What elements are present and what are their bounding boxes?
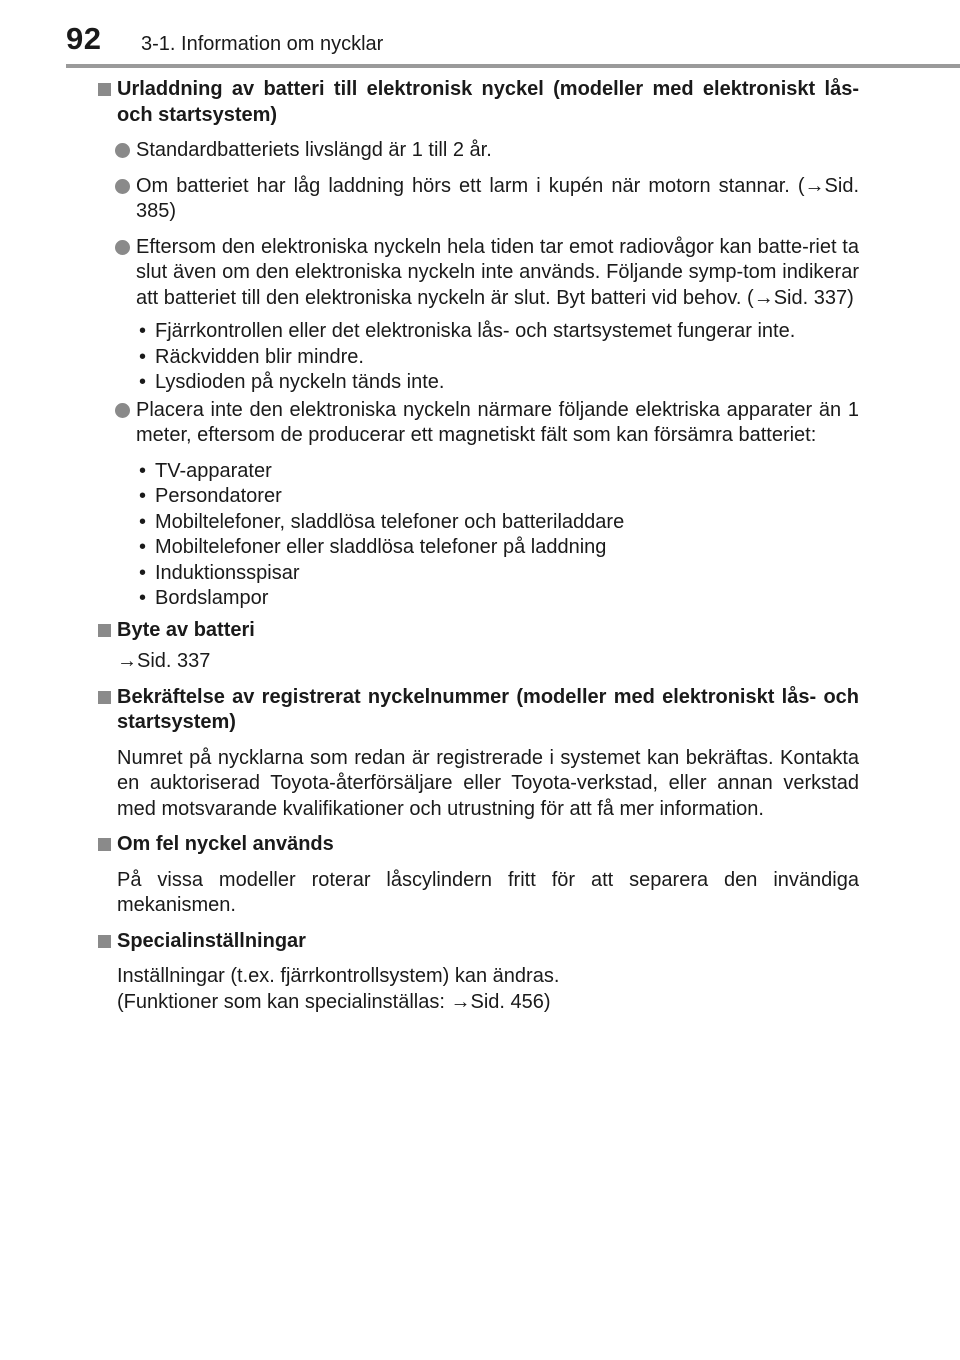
circle-bullet-item — [96, 235, 859, 312]
paragraph-text: Numret på nycklarna som redan är registrerade i systemet kan bekräftas. Kontakta en auktoriserad Toyota-återförsäljare eller Toyota-verkstad, eller annan verkstad med motsvarande kvalifikationer och utrustning för att få mer information. — [117, 746, 859, 820]
bullet-glyph: • — [139, 510, 147, 533]
circle-bullet-icon — [115, 240, 130, 255]
list-item-text: Fjärrkontrollen eller det elektroniska lås- och startsystemet fungerar inte. — [155, 320, 796, 342]
paragraph — [96, 964, 859, 1015]
circle-bullet-item — [96, 174, 859, 225]
bullet-text: Placera inte den elektroniska nyckeln närmare följande elektriska apparater än 1 meter, eftersom de producerar ett magnetiskt fält som kan försämra batteriet: — [136, 398, 859, 446]
bullet-glyph: • — [139, 345, 147, 368]
section-heading-wrong-key — [96, 832, 859, 858]
paragraph-line: (Funktioner som kan specialinställas: →Sid. 456) — [117, 990, 551, 1013]
list-item — [136, 586, 859, 612]
list-item-text: Mobiltelefoner, sladdlösa telefoner och batteriladdare — [155, 510, 625, 533]
list-item-text: Induktionsspisar — [155, 561, 300, 584]
list-item — [136, 370, 859, 396]
list-item-text: Räckvidden blir mindre. — [155, 345, 364, 368]
page-number: 92 — [66, 21, 102, 56]
square-bullet-icon — [98, 691, 111, 704]
circle-bullet-item — [96, 138, 859, 164]
square-bullet-icon — [98, 624, 111, 637]
section-heading-text: Om fel nyckel används — [117, 833, 334, 855]
square-bullet-icon — [98, 935, 111, 948]
bullet-glyph: • — [139, 587, 147, 609]
bullet-glyph: • — [139, 536, 147, 558]
list-item — [136, 459, 859, 485]
list-item-text: Mobiltelefoner eller sladdlösa telefoner på laddning — [155, 536, 607, 558]
bullet-glyph: • — [139, 485, 147, 507]
page-content — [96, 77, 859, 1015]
list-item — [136, 535, 859, 561]
list-item — [136, 345, 859, 371]
list-item-text: Lysdioden på nyckeln tänds inte. — [155, 371, 445, 393]
bullet-text: Eftersom den elektroniska nyckeln hela tiden tar emot radiovågor kan batte-riet ta slut även om den elektroniska nyckeln inte används. Följande symp-tom indikerar att batteriet till den elektroniska nyckeln är slut. Byt batteri vid behov. (→Sid. 337) — [136, 235, 859, 309]
list-item — [136, 484, 859, 510]
bullet-glyph: • — [139, 459, 147, 482]
bullet-glyph: • — [139, 371, 147, 393]
section-heading-battery-discharge — [96, 77, 859, 128]
square-bullet-icon — [98, 83, 111, 96]
bullet-glyph: • — [139, 320, 147, 342]
paragraph — [96, 868, 859, 919]
list-item-text: Persondatorer — [155, 485, 282, 507]
reference-text: →Sid. 337 — [117, 650, 211, 672]
page-reference-link[interactable] — [96, 649, 859, 675]
list-item — [136, 510, 859, 536]
section-heading-text: Bekräftelse av registrerat nyckelnummer (modeller med elektroniskt lås- och startsystem) — [117, 685, 859, 733]
circle-bullet-icon — [115, 143, 130, 158]
header-divider — [66, 64, 960, 68]
section-heading-text: Specialinställningar — [117, 929, 306, 952]
list-item-text: TV-apparater — [155, 459, 272, 482]
bullet-text: Standardbatteriets livslängd är 1 till 2 år. — [136, 139, 492, 161]
list-item — [136, 319, 859, 345]
list-item — [136, 561, 859, 587]
chapter-title: 3-1. Information om nycklar — [141, 33, 384, 55]
section-heading-text: Urladdning av batteri till elektronisk nyckel (modeller med elektroniskt lås- och startsystem) — [117, 78, 859, 126]
bullet-text: Om batteriet har låg laddning hörs ett larm i kupén när motorn stannar. (→Sid. 385) — [136, 174, 859, 222]
circle-bullet-icon — [115, 403, 130, 418]
circle-bullet-item — [96, 398, 859, 449]
section-heading-custom-settings — [96, 929, 859, 955]
page-header — [0, 0, 960, 70]
bullet-glyph: • — [139, 561, 147, 584]
section-heading-key-number — [96, 685, 859, 736]
paragraph-text: På vissa modeller roterar låscylindern fritt för att separera den invändiga mekanismen. — [117, 868, 859, 916]
circle-bullet-icon — [115, 179, 130, 194]
section-heading-battery-replacement — [96, 618, 859, 644]
square-bullet-icon — [98, 838, 111, 851]
paragraph — [96, 746, 859, 823]
section-heading-text: Byte av batteri — [117, 618, 255, 641]
paragraph-line: Inställningar (t.ex. fjärrkontrollsystem) kan ändras. — [117, 965, 560, 987]
symptom-list — [96, 319, 859, 396]
device-list — [96, 459, 859, 612]
list-item-text: Bordslampor — [155, 587, 269, 609]
